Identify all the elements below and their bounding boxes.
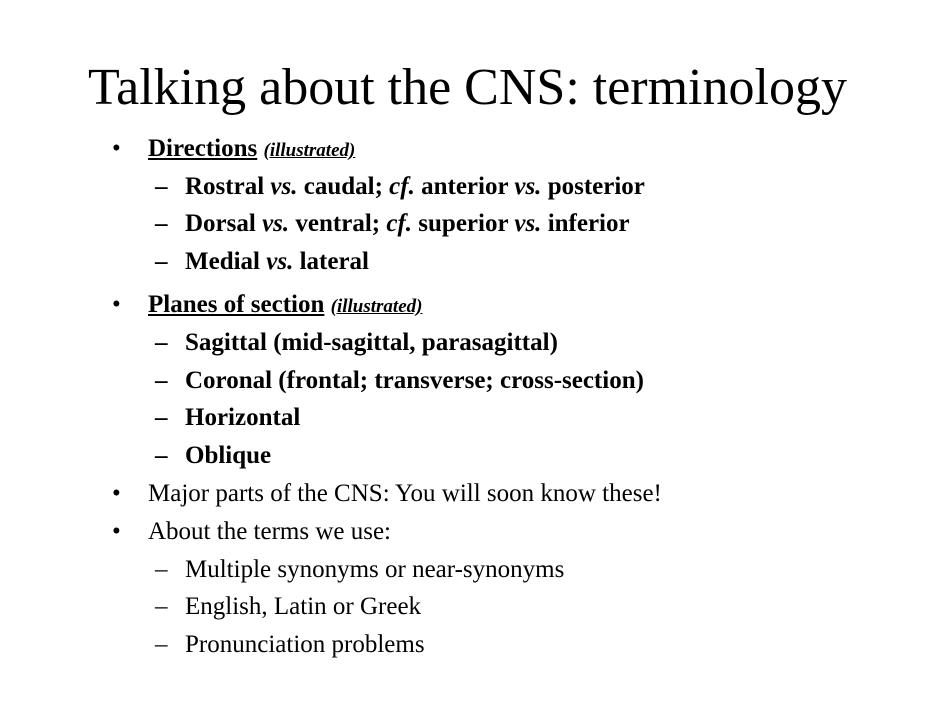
sub-item-pronunciation	[155, 630, 425, 660]
term-note: Pronunciation problems	[185, 631, 425, 658]
planes-label: Planes of section	[148, 291, 325, 318]
term-vs: vs.	[262, 210, 290, 237]
term: Rostral	[185, 173, 265, 200]
term-cf: cf.	[386, 210, 413, 237]
bullet-marker: •	[112, 480, 121, 507]
bullet-directions	[112, 134, 355, 166]
bullet-marker: •	[112, 518, 121, 545]
sub-marker: –	[155, 367, 168, 394]
term: ventral;	[295, 210, 381, 237]
term-note: Multiple synonyms or near-synonyms	[185, 556, 565, 583]
sub-marker: –	[155, 404, 168, 431]
plane-text: Sagittal (mid-sagittal, parasagittal)	[185, 329, 558, 356]
bullet-marker: •	[112, 291, 121, 318]
plane-text: Coronal (frontal; transverse; cross-section)	[185, 367, 644, 394]
bullet-marker: •	[112, 135, 121, 162]
term: posterior	[547, 173, 645, 200]
term: caudal;	[303, 173, 383, 200]
sub-marker: –	[155, 442, 168, 469]
sub-marker: –	[155, 173, 168, 200]
directions-label: Directions	[148, 135, 258, 162]
sub-marker: –	[155, 631, 168, 658]
sub-item-medial	[155, 247, 369, 277]
plane-text: Horizontal	[185, 404, 301, 431]
sub-item-dorsal	[155, 209, 630, 239]
sub-item-oblique	[155, 441, 271, 471]
term-note: English, Latin or Greek	[185, 593, 422, 620]
sub-item-coronal	[155, 366, 644, 396]
terms-text: About the terms we use:	[148, 518, 392, 545]
sub-item-horizontal	[155, 403, 300, 433]
term: anterior	[421, 173, 509, 200]
bullet-terms	[112, 517, 391, 547]
sub-item-rostral	[155, 172, 645, 202]
sub-item-sagittal	[155, 328, 558, 358]
term: inferior	[547, 210, 630, 237]
sub-marker: –	[155, 593, 168, 620]
slide-title: Talking about the CNS: terminology	[88, 59, 847, 116]
sub-marker: –	[155, 210, 168, 237]
sub-marker: –	[155, 248, 168, 275]
term: superior	[418, 210, 509, 237]
term-vs: vs.	[514, 173, 542, 200]
term-vs: vs.	[514, 210, 542, 237]
directions-note: (illustrated)	[263, 140, 356, 161]
bullet-planes	[112, 290, 422, 322]
sub-marker: –	[155, 329, 168, 356]
term: Medial	[185, 248, 260, 275]
term: lateral	[299, 248, 369, 275]
plane-text: Oblique	[185, 442, 272, 469]
term-vs: vs.	[266, 248, 294, 275]
term-vs: vs.	[270, 173, 298, 200]
sub-item-languages	[155, 592, 421, 622]
bullet-major-parts	[112, 479, 662, 509]
sub-marker: –	[155, 556, 168, 583]
term: Dorsal	[185, 210, 256, 237]
planes-note: (illustrated)	[330, 296, 423, 317]
major-parts-text: Major parts of the CNS: You will soon know these!	[148, 480, 662, 507]
term-cf: cf.	[389, 173, 415, 200]
sub-item-synonyms	[155, 555, 564, 585]
